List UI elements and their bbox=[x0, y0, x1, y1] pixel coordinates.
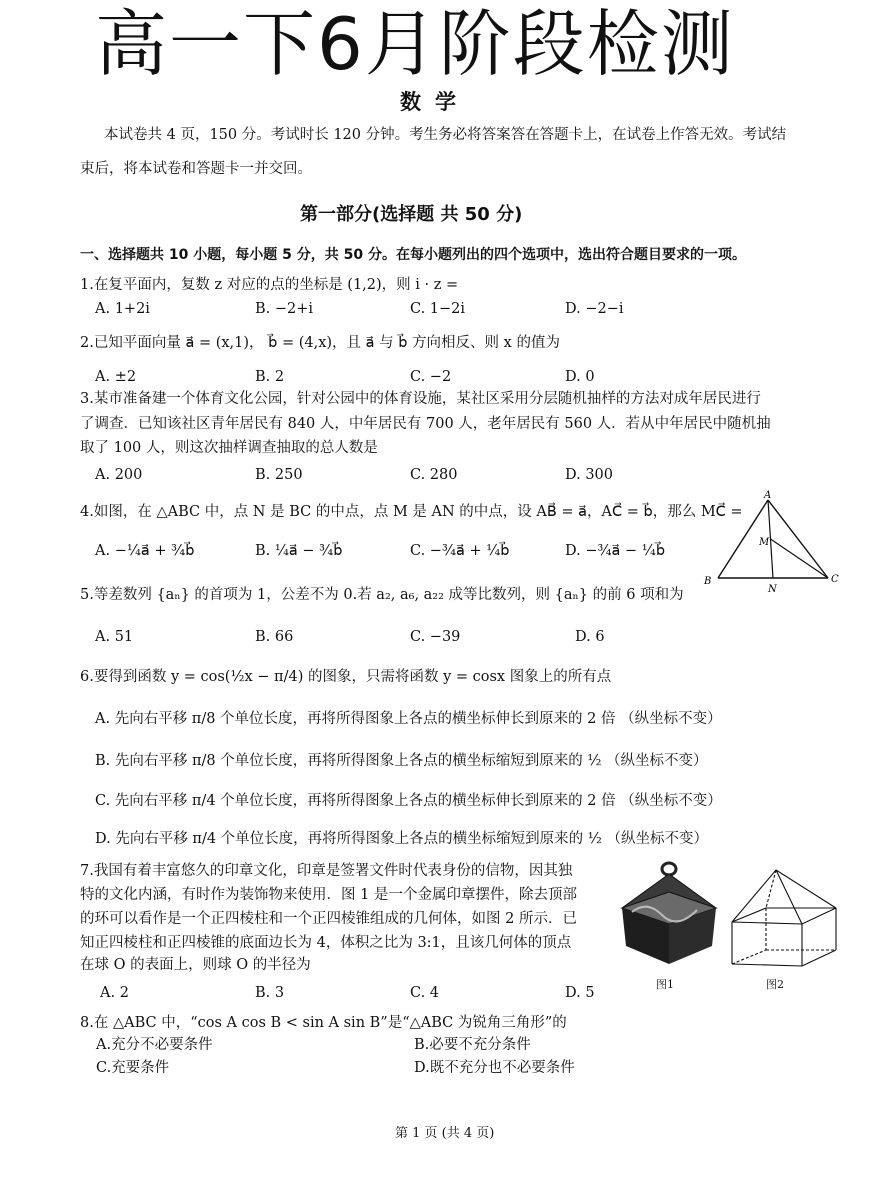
part-title: 第一部分(选择题 共 50 分) bbox=[300, 204, 523, 225]
question-5-stem: 5.等差数列 {aₙ} 的首项为 1，公差不为 0.若 a₂, a₆, a₂₂ 成等比数列，则 {aₙ} 的前 6 项和为 bbox=[80, 587, 684, 603]
page-footer: 第 1 页 (共 4 页) bbox=[395, 1126, 495, 1141]
question-1-option-d: D. −2−i bbox=[565, 301, 624, 317]
question-6-option-b: B. 先向右平移 π/8 个单位长度，再将所得图象上各点的横坐标缩短到原来的 ½ （纵坐标不变） bbox=[95, 753, 708, 769]
question-4-stem: 4.如图，在 △ABC 中，点 N 是 BC 的中点，点 M 是 AN 的中点，设 AB⃗ = a⃗，AC⃗ = b⃗，那么 MC⃗ = bbox=[80, 504, 743, 520]
question-5-option-a: A. 51 bbox=[95, 629, 134, 645]
question-6-stem: 6.要得到函数 y = cos(½x − π/4) 的图象，只需将函数 y = cosx 图象上的所有点 bbox=[80, 669, 612, 685]
question-8-option-b: B.必要不充分条件 bbox=[414, 1037, 531, 1053]
figure-1-label: 图1 bbox=[656, 978, 674, 991]
question-7-stem-line-3: 的环可以看作是一个正四棱柱和一个正四棱锥组成的几何体，如图 2 所示．已 bbox=[80, 911, 577, 927]
question-8-stem: 8.在 △ABC 中，“cos A cos B < sin A sin B”是“△ABC 为锐角三角形”的 bbox=[80, 1015, 567, 1031]
seal-photo-figure bbox=[612, 860, 727, 972]
prism-pyramid-figure bbox=[726, 864, 854, 972]
prism-bottom-1 bbox=[732, 964, 802, 966]
segment-mc bbox=[771, 539, 829, 578]
question-1-option-a: A. 1+2i bbox=[95, 301, 150, 317]
question-4-option-b: B. ¼a⃗ − ¾b⃗ bbox=[255, 543, 343, 559]
question-7-option-b: B. 3 bbox=[255, 985, 285, 1001]
intro-line-2: 束后，将本试卷和答题卡一并交回。 bbox=[80, 161, 312, 177]
question-3-stem-line-3: 取了 100 人，则这次抽样调查抽取的总人数是 bbox=[80, 440, 378, 456]
question-7-stem-line-5: 在球 O 的表面上，则球 O 的半径为 bbox=[80, 957, 311, 973]
question-3-option-d: D. 300 bbox=[565, 467, 614, 483]
label-a: A bbox=[764, 490, 772, 501]
question-6-option-d: D. 先向右平移 π/4 个单位长度，再将所得图象上各点的横坐标缩短到原来的 ½ （纵坐标不变） bbox=[95, 831, 708, 847]
question-8-option-c: C.充要条件 bbox=[96, 1060, 170, 1076]
question-7-stem-line-1: 7.我国有着丰富悠久的印章文化，印章是签署文件时代表身份的信物，因其独 bbox=[80, 863, 573, 879]
question-1-option-c: C. 1−2i bbox=[410, 301, 466, 317]
seal-ring bbox=[662, 863, 676, 875]
question-1-option-b: B. −2+i bbox=[255, 301, 314, 317]
page-title: 高一下6月阶段检测 bbox=[95, 2, 735, 86]
question-6-option-c: C. 先向右平移 π/4 个单位长度，再将所得图象上各点的横坐标伸长到原来的 2 倍 （纵坐标不变） bbox=[95, 793, 722, 809]
question-3-stem-line-1: 3.某市准备建一个体育文化公园，针对公园中的体育设施，某社区采用分层随机抽样的方法对成年居民进行 bbox=[80, 391, 761, 407]
question-4-option-d: D. −¾a⃗ − ¼b⃗ bbox=[565, 543, 666, 559]
label-m: M bbox=[759, 537, 770, 548]
subject-title: 数学 bbox=[400, 90, 470, 114]
question-2-option-a: A. ±2 bbox=[95, 369, 137, 385]
question-5-option-b: B. 66 bbox=[255, 629, 294, 645]
question-6-option-a: A. 先向右平移 π/8 个单位长度，再将所得图象上各点的横坐标伸长到原来的 2 倍 （纵坐标不变） bbox=[95, 711, 722, 727]
question-7-option-a: A. 2 bbox=[100, 985, 129, 1001]
label-b: B bbox=[704, 576, 712, 587]
prism-top-square bbox=[732, 908, 836, 924]
prism-bottom-2 bbox=[802, 950, 836, 966]
question-2-option-c: C. −2 bbox=[410, 369, 452, 385]
label-c: C bbox=[831, 574, 839, 585]
question-2-option-b: B. 2 bbox=[255, 369, 285, 385]
question-1-stem: 1.在复平面内，复数 z 对应的点的坐标是 (1,2)，则 i · z = bbox=[80, 277, 459, 293]
question-3-stem-line-2: 了调查．已知该社区青年居民有 840 人，中年居民有 700 人，老年居民有 560 人．若从中年居民中随机抽 bbox=[80, 416, 771, 432]
intro-line-1: 本试卷共 4 页，150 分。考试时长 120 分钟。考生务必将答案答在答题卡上，在试卷上作答无效。考试结 bbox=[104, 127, 787, 143]
question-5-option-d: D. 6 bbox=[575, 629, 605, 645]
figure-2-label: 图2 bbox=[766, 978, 784, 991]
question-7-stem-line-2: 特的文化内涵，有时作为装饰物来使用．图 1 是一个金属印章摆件，除去顶部 bbox=[80, 887, 577, 903]
triangle-abc-figure bbox=[700, 490, 850, 600]
question-4-option-a: A. −¼a⃗ + ¾b⃗ bbox=[95, 543, 195, 559]
question-7-stem-line-4: 知正四棱柱和正四棱锥的底面边长为 4，体积之比为 3:1，且该几何体的顶点 bbox=[80, 935, 572, 951]
question-3-option-c: C. 280 bbox=[410, 467, 458, 483]
question-7-option-d: D. 5 bbox=[565, 985, 595, 1001]
question-7-option-c: C. 4 bbox=[410, 985, 440, 1001]
question-3-option-b: B. 250 bbox=[255, 467, 303, 483]
section-heading: 一、选择题共 10 小题，每小题 5 分，共 50 分。在每小题列出的四个选项中，选出符合题目要求的一项。 bbox=[80, 247, 746, 263]
side-ac bbox=[768, 500, 828, 578]
question-3-option-a: A. 200 bbox=[95, 467, 143, 483]
question-8-option-a: A.充分不必要条件 bbox=[96, 1037, 213, 1053]
question-4-option-c: C. −¾a⃗ + ¼b⃗ bbox=[410, 543, 510, 559]
question-2-stem: 2.已知平面向量 a⃗ = (x,1)， b⃗ = (4,x)，且 a⃗ 与 b⃗ 方向相反、则 x 的值为 bbox=[80, 335, 560, 351]
label-n: N bbox=[768, 584, 777, 595]
question-2-option-d: D. 0 bbox=[565, 369, 595, 385]
question-5-option-c: C. −39 bbox=[410, 629, 461, 645]
question-8-option-d: D.既不充分也不必要条件 bbox=[414, 1060, 575, 1076]
prism-bottom-3 bbox=[732, 950, 766, 964]
